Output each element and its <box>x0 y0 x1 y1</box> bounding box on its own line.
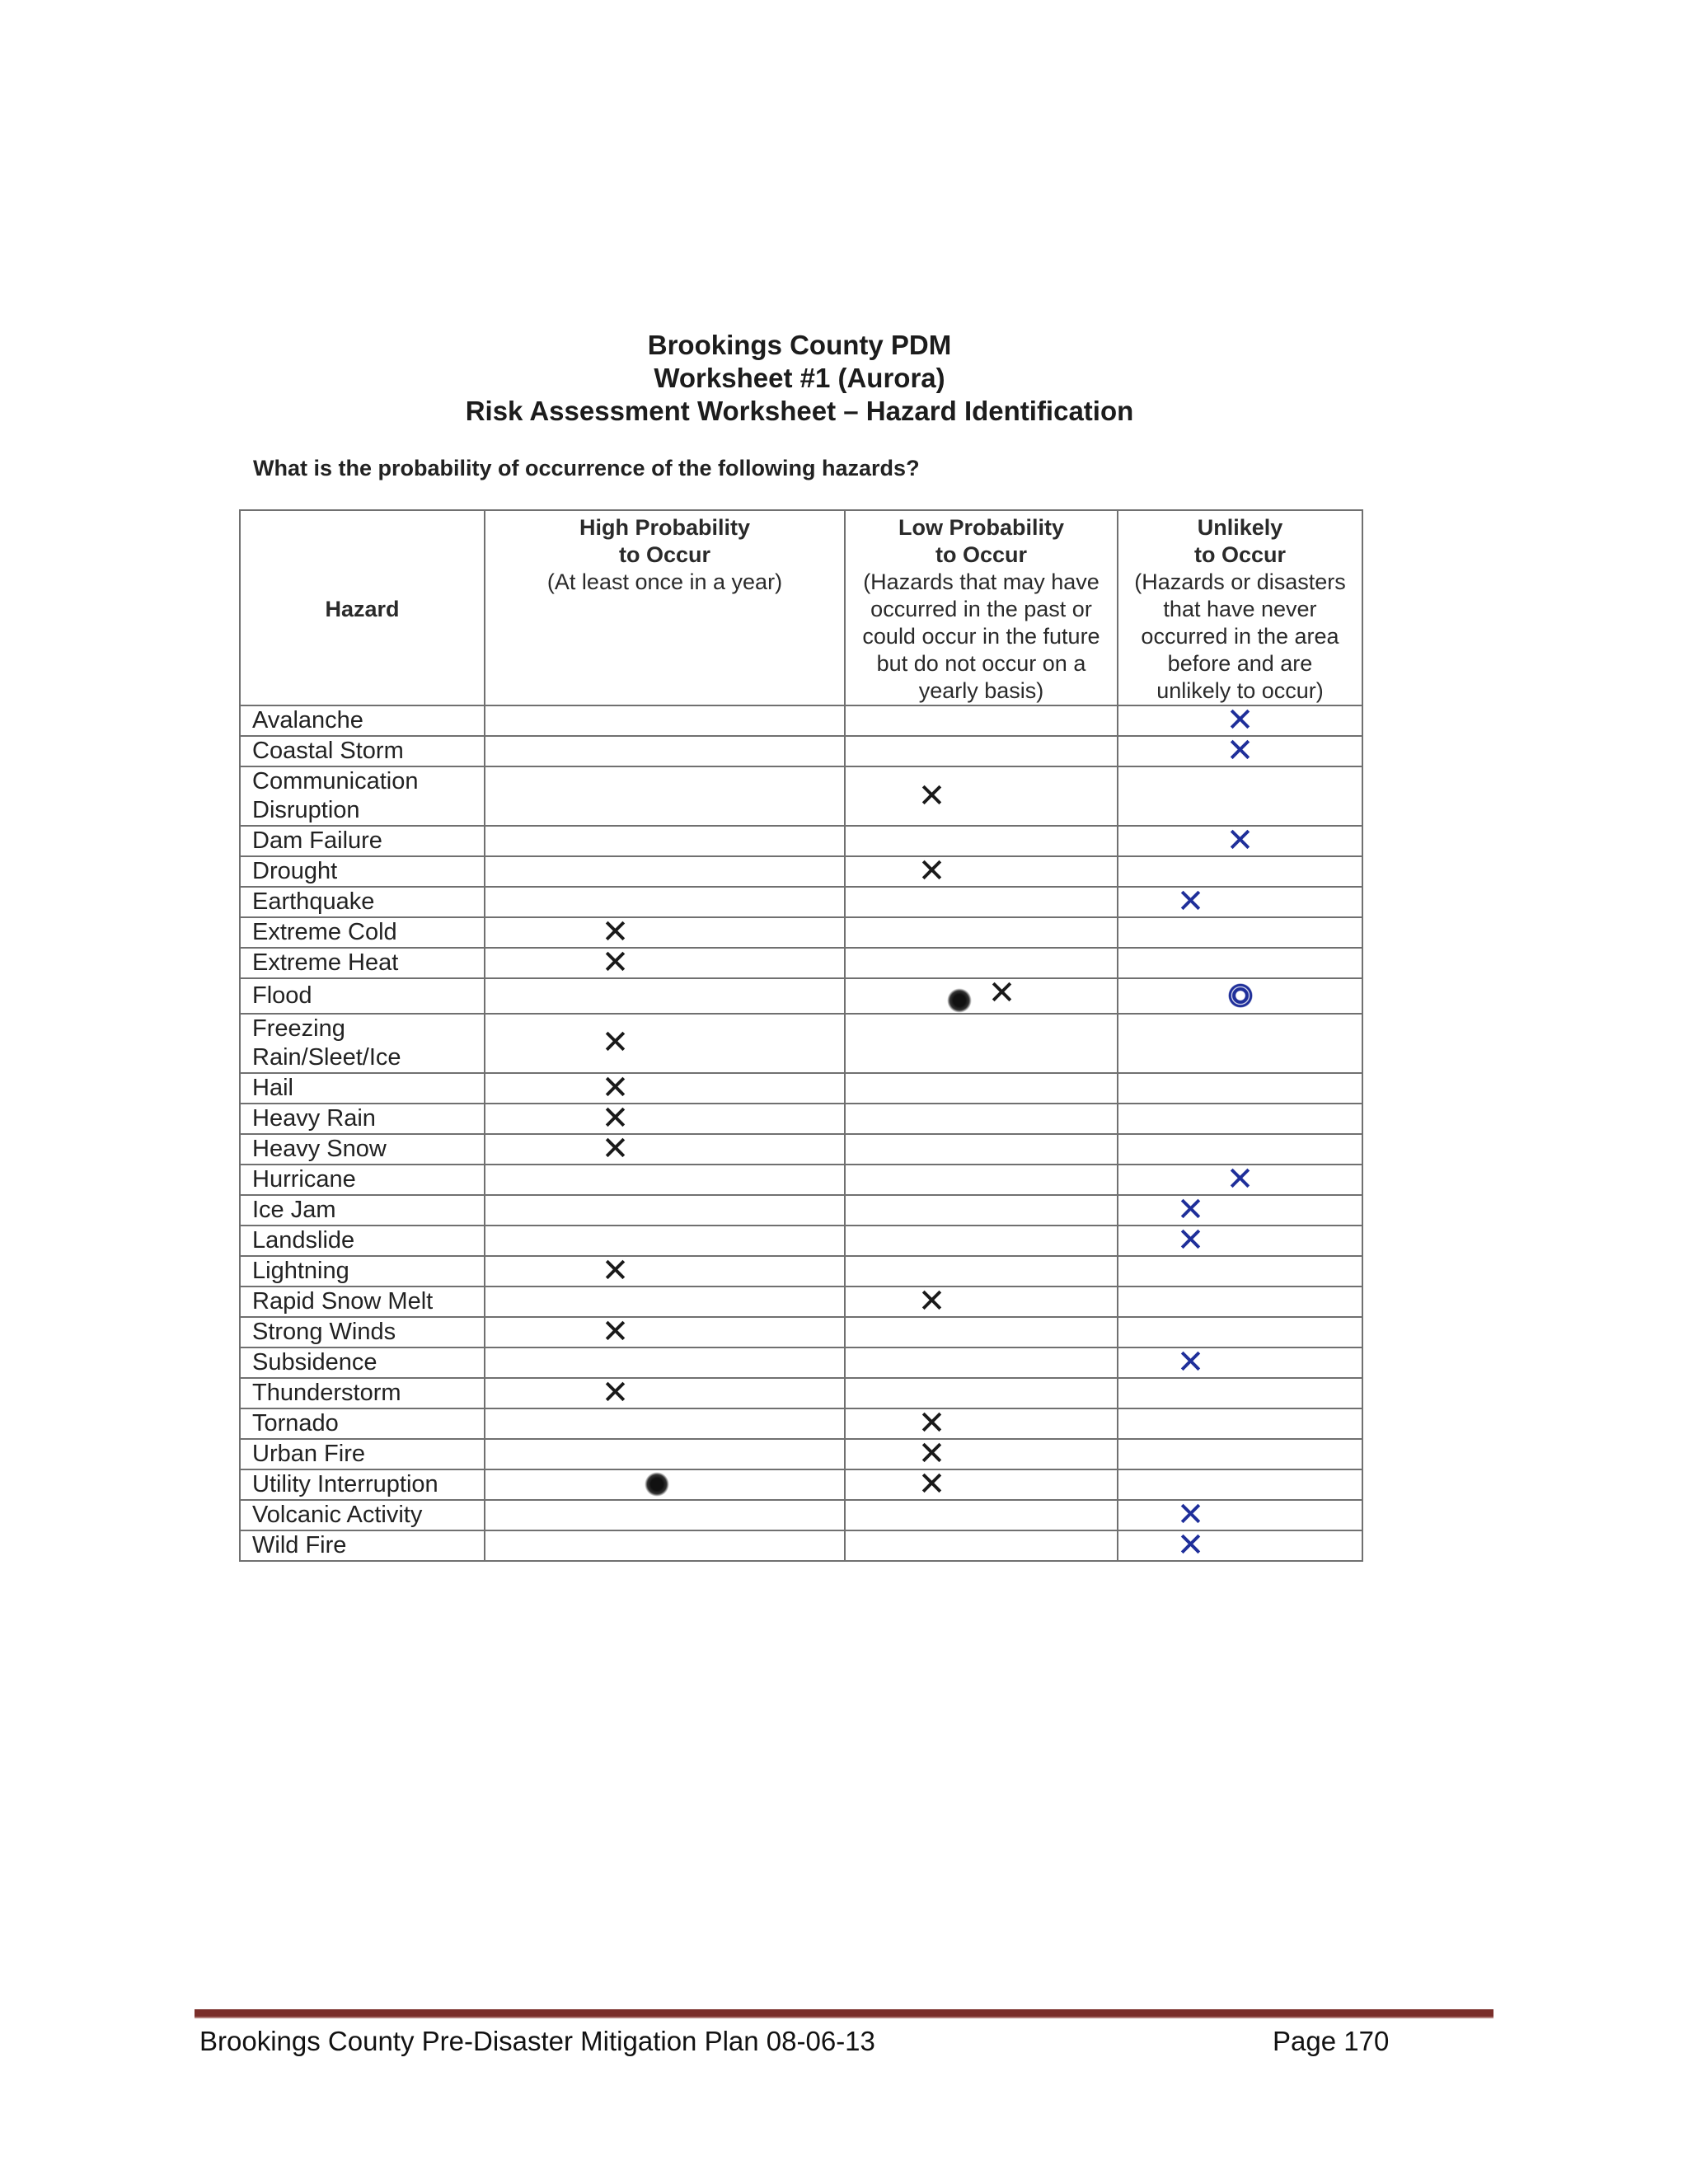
cell-unlikely <box>1118 883 1362 921</box>
x-mark: ✕ <box>917 1434 946 1473</box>
footer-rule <box>195 2009 1493 2018</box>
col-header-unlikely <box>1118 510 1362 705</box>
cell-high <box>485 1226 845 1256</box>
cell-unlikely <box>1118 1104 1362 1134</box>
cell-unlikely <box>1118 1160 1362 1198</box>
hazard-name: Coastal Storm <box>240 736 485 766</box>
x-mark: ✕ <box>601 1312 630 1351</box>
col-low-title2: to Occur <box>935 542 1028 567</box>
col-high-title2: to Occur <box>618 542 711 567</box>
cell-low <box>845 1165 1118 1195</box>
cell-unlikely <box>1118 1073 1362 1104</box>
cell-low <box>845 917 1118 948</box>
cell-high <box>485 1530 845 1561</box>
x-mark: ✕ <box>1176 1495 1205 1534</box>
cell-low <box>845 1226 1118 1256</box>
cell-low <box>845 1134 1118 1165</box>
doc-title-2: Worksheet #1 (Aurora) <box>654 363 945 393</box>
cell-low <box>845 1434 1118 1473</box>
cell-unlikely <box>1118 978 1362 1014</box>
cell-high <box>485 1286 845 1317</box>
cell-low <box>845 826 1118 856</box>
col-unlikely-title: Unlikely <box>1197 515 1283 540</box>
x-mark: ✕ <box>601 1099 630 1137</box>
cell-high <box>485 1347 845 1378</box>
cell-low <box>845 1014 1118 1073</box>
hazard-name: Extreme Cold <box>240 917 485 948</box>
col-unlikely-note: (Hazards or disasters that have never occurred in the area before and are unlikely to occur) <box>1134 569 1346 703</box>
x-mark: ✕ <box>1176 1221 1205 1259</box>
hazard-name: Avalanche <box>240 705 485 736</box>
doc-title-1: Brookings County PDM <box>647 330 952 360</box>
cell-high <box>485 1408 845 1439</box>
hazard-name: Heavy Rain <box>240 1104 485 1134</box>
hazard-rows <box>240 701 1362 1564</box>
cell-unlikely <box>1118 1408 1362 1439</box>
cell-unlikely <box>1118 856 1362 887</box>
x-mark: ✕ <box>601 1024 630 1062</box>
x-mark: ✕ <box>1226 822 1254 860</box>
table-row <box>240 736 1362 766</box>
cell-high <box>485 978 845 1014</box>
cell-high <box>485 1129 845 1168</box>
col-header-low <box>845 510 1118 705</box>
footer-title: Brookings County Pre-Disaster Mitigation Plan 08-06-13 <box>199 2026 875 2056</box>
hazard-name: Drought <box>240 856 485 887</box>
x-mark: ✕ <box>601 944 630 982</box>
cell-high <box>485 1014 845 1073</box>
col-high-note: (At least once in a year) <box>546 569 783 594</box>
cell-unlikely <box>1118 1469 1362 1500</box>
col-low-note: (Hazards that may have occurred in the past or could occur in the future but do not occur on a yearly basis) <box>862 569 1100 703</box>
cell-high <box>485 1068 845 1107</box>
table-row <box>240 1347 1362 1378</box>
table-row <box>240 1256 1362 1286</box>
cell-low <box>845 1404 1118 1442</box>
table-row <box>240 1073 1362 1104</box>
cell-high <box>485 856 845 887</box>
cell-high <box>485 944 845 982</box>
cell-low <box>845 1530 1118 1561</box>
x-mark: ✕ <box>917 1465 946 1503</box>
x-mark: ✕ <box>1176 1190 1205 1229</box>
x-mark: ✕ <box>1176 883 1205 921</box>
cell-low <box>845 948 1118 978</box>
x-mark: ✕ <box>917 776 946 815</box>
x-mark: ✕ <box>601 1373 630 1412</box>
col-unlikely-title2: to Occur <box>1193 542 1287 567</box>
table-row <box>240 1530 1362 1561</box>
hazard-name: Rapid Snow Melt <box>240 1286 485 1317</box>
x-mark: ✕ <box>1176 1343 1205 1381</box>
hazard-table <box>239 509 1363 1562</box>
table-row <box>240 917 1362 948</box>
cell-low <box>845 852 1118 890</box>
cell-low <box>845 1282 1118 1320</box>
hazard-name: Communication Disruption <box>240 766 485 826</box>
cell-low <box>845 1500 1118 1530</box>
cell-low <box>845 1465 1118 1503</box>
col-header-high <box>485 510 845 705</box>
cell-high <box>485 1373 845 1412</box>
cell-low <box>845 705 1118 736</box>
table-row <box>240 1439 1362 1469</box>
doc-title-3: Risk Assessment Worksheet – Hazard Identification <box>465 396 1134 426</box>
cell-high <box>485 826 845 856</box>
x-mark: ✕ <box>987 974 1016 1012</box>
cell-low <box>845 1104 1118 1134</box>
cell-unlikely <box>1118 1286 1362 1317</box>
cell-low <box>845 736 1118 766</box>
cell-unlikely <box>1118 1526 1362 1564</box>
cell-unlikely <box>1118 1439 1362 1469</box>
cell-low <box>845 974 1118 1014</box>
hazard-name: Volcanic Activity <box>240 1500 485 1530</box>
cell-unlikely <box>1118 1317 1362 1347</box>
footer-page-number: Page 170 <box>1273 2026 1390 2056</box>
cell-unlikely <box>1118 917 1362 948</box>
table-row <box>240 766 1362 826</box>
cell-high <box>485 887 845 917</box>
cell-unlikely <box>1118 1256 1362 1286</box>
cell-high <box>485 1165 845 1195</box>
hazard-name: Freezing Rain/Sleet/Ice <box>240 1014 485 1073</box>
cell-low <box>845 1073 1118 1104</box>
hazard-name: Hail <box>240 1073 485 1104</box>
cell-high <box>485 1195 845 1226</box>
cell-unlikely <box>1118 822 1362 860</box>
hazard-name: Hurricane <box>240 1165 485 1195</box>
cell-unlikely <box>1118 1221 1362 1259</box>
x-mark: ✕ <box>601 1251 630 1290</box>
hazard-name: Wild Fire <box>240 1530 485 1561</box>
cell-high <box>485 1500 845 1530</box>
cell-unlikely <box>1118 766 1362 826</box>
table-row <box>240 705 1362 736</box>
table-row <box>240 826 1362 856</box>
cell-low <box>845 766 1118 826</box>
cell-high <box>485 736 845 766</box>
cell-unlikely <box>1118 1343 1362 1381</box>
col-high-title: High Probability <box>579 515 750 540</box>
cell-unlikely <box>1118 1495 1362 1534</box>
cell-high <box>485 1251 845 1290</box>
x-mark: ✕ <box>1226 732 1254 770</box>
table-row <box>240 948 1362 978</box>
hazard-name: Thunderstorm <box>240 1378 485 1408</box>
scribble-mark <box>1228 983 1253 1008</box>
x-mark: ✕ <box>601 913 630 951</box>
cell-low <box>845 1317 1118 1347</box>
question-text: What is the probability of occurrence of the following hazards? <box>253 456 920 480</box>
cell-unlikely <box>1118 1378 1362 1408</box>
x-mark: ✕ <box>917 1282 946 1320</box>
col-header-hazard: Hazard <box>240 510 485 705</box>
cell-low <box>845 887 1118 917</box>
hazard-name: Strong Winds <box>240 1317 485 1347</box>
table-row <box>240 1378 1362 1408</box>
table-row <box>240 1014 1362 1073</box>
cell-low <box>845 1256 1118 1286</box>
hazard-name: Urban Fire <box>240 1439 485 1469</box>
cell-low <box>845 1347 1118 1378</box>
x-mark: ✕ <box>1176 1526 1205 1564</box>
table-row <box>240 1134 1362 1165</box>
x-mark: ✕ <box>601 1068 630 1107</box>
cell-high <box>485 766 845 826</box>
hazard-name: Earthquake <box>240 887 485 917</box>
cell-high <box>485 1439 845 1469</box>
hazard-name: Landslide <box>240 1226 485 1256</box>
cell-high <box>485 705 845 736</box>
table-row <box>240 1286 1362 1317</box>
hazard-name: Ice Jam <box>240 1195 485 1226</box>
hazard-name: Utility Interruption <box>240 1469 485 1500</box>
hazard-name: Subsidence <box>240 1347 485 1378</box>
scribble-mark <box>645 1472 669 1497</box>
table-row <box>240 978 1362 1014</box>
table-row <box>240 1104 1362 1134</box>
table-row <box>240 1226 1362 1256</box>
cell-unlikely <box>1118 732 1362 770</box>
cell-high <box>485 1469 845 1500</box>
cell-unlikely <box>1118 948 1362 978</box>
hazard-name: Extreme Heat <box>240 948 485 978</box>
cell-low <box>845 1195 1118 1226</box>
hazard-name: Flood <box>240 978 485 1014</box>
x-mark: ✕ <box>1226 1160 1254 1198</box>
hazard-name: Tornado <box>240 1408 485 1439</box>
x-mark: ✕ <box>1226 701 1254 739</box>
cell-high <box>485 913 845 951</box>
x-mark: ✕ <box>917 1404 946 1442</box>
cell-high <box>485 1099 845 1137</box>
cell-unlikely <box>1118 1190 1362 1229</box>
scribble-mark <box>947 988 972 1013</box>
hazard-name: Lightning <box>240 1256 485 1286</box>
col-low-title: Low Probability <box>898 515 1064 540</box>
table-row <box>240 887 1362 917</box>
cell-low <box>845 1378 1118 1408</box>
x-mark: ✕ <box>917 852 946 890</box>
hazard-name: Heavy Snow <box>240 1134 485 1165</box>
cell-high <box>485 1312 845 1351</box>
cell-unlikely <box>1118 1014 1362 1073</box>
table-row <box>240 1408 1362 1439</box>
hazard-name: Dam Failure <box>240 826 485 856</box>
x-mark: ✕ <box>601 1129 630 1168</box>
